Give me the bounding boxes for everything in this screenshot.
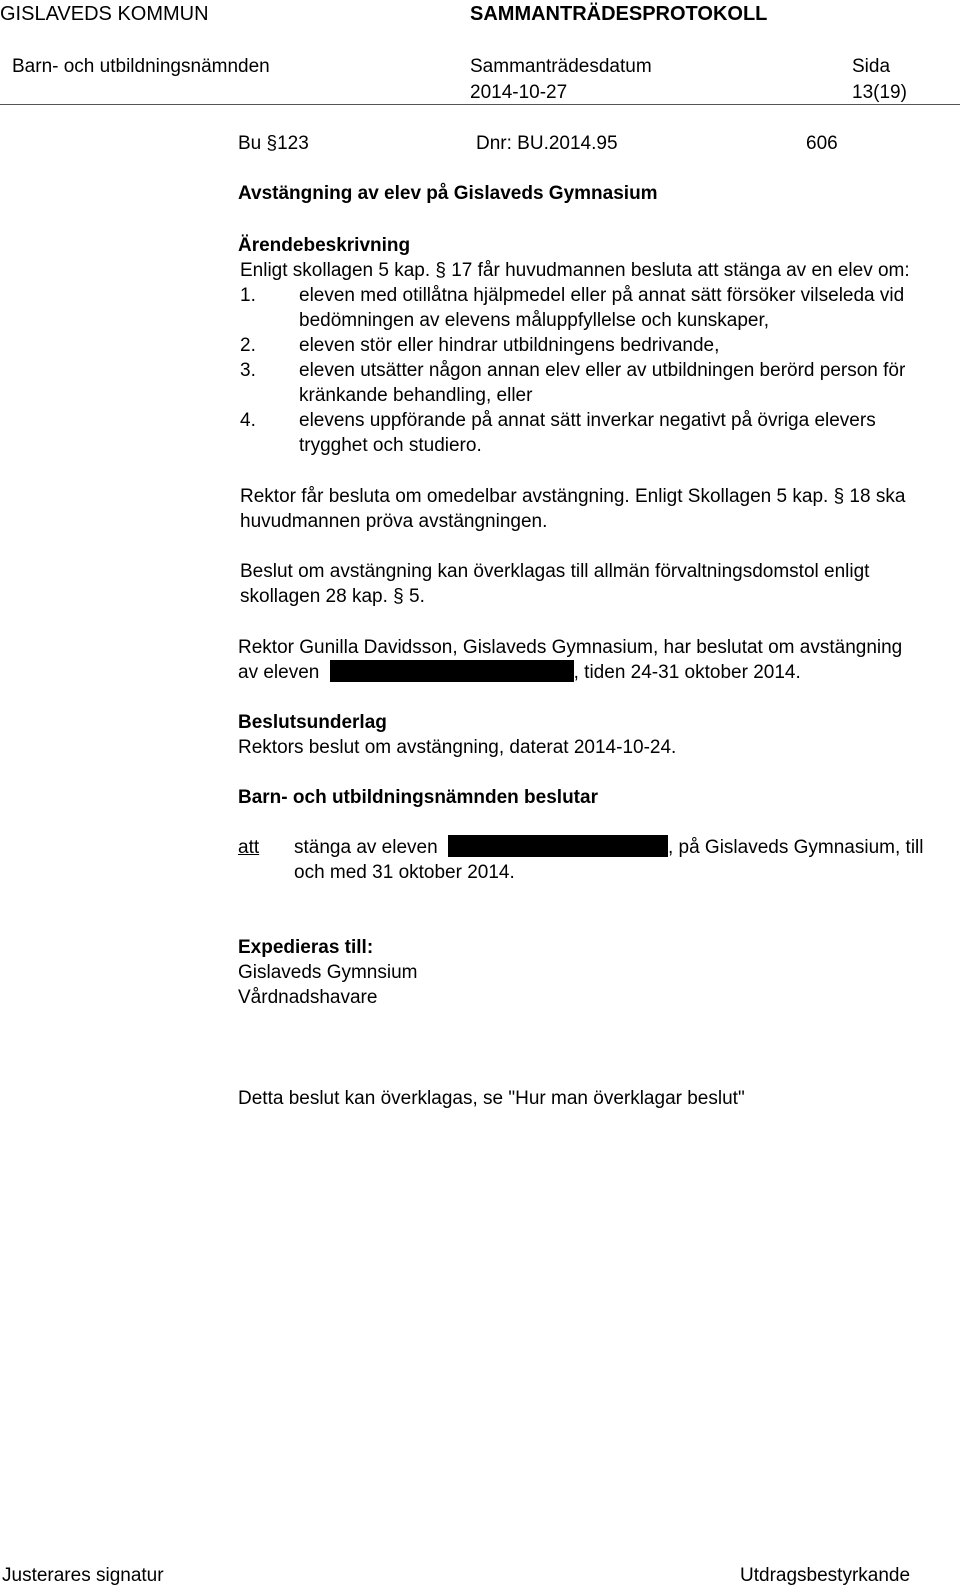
list-text: trygghet och studiero.: [299, 435, 482, 456]
decision-heading: Barn- och utbildningsnämnden beslutar: [238, 787, 598, 808]
paragraph-principal-decision: Rektor Gunilla Davidsson, Gislaveds Gymnasium, har beslutat om avstängning: [238, 637, 903, 658]
redacted-name: [448, 835, 668, 857]
decision-text: [294, 835, 923, 860]
committee-name: Barn- och utbildningsnämnden: [12, 56, 270, 77]
header-divider: [0, 104, 960, 105]
paragraph-principal-decision-cont: [238, 660, 801, 685]
paragraph-immediate-suspension-cont: huvudmannen pröva avstängningen.: [240, 511, 548, 532]
page-label: Sida: [852, 56, 891, 77]
basis-text: Rektors beslut om avstängning, daterat 2014-10-24.: [238, 737, 677, 758]
list-number: 4.: [240, 410, 256, 431]
list-text: kränkande behandling, eller: [299, 385, 533, 406]
text-segment: , tiden 24-31 oktober 2014.: [573, 662, 801, 683]
paragraph-appeal-court-cont: skollagen 28 kap. § 5.: [240, 586, 425, 607]
text-segment: av eleven: [238, 662, 320, 683]
footer-signature-label: Justerares signatur: [2, 1565, 164, 1586]
case-number: Bu §123: [238, 133, 309, 154]
text-segment: stänga av eleven: [294, 837, 438, 858]
text-segment: , på Gislaveds Gymnasium, till: [667, 837, 924, 858]
decision-att-label: att: [238, 837, 260, 858]
dispatch-heading: Expedieras till:: [238, 937, 374, 958]
list-text: eleven med otillåtna hjälpmedel eller på annat sätt försöker vilseleda vid: [299, 285, 905, 306]
case-dnr: Dnr: BU.2014.95: [476, 133, 618, 154]
page-number: 13(19): [852, 82, 907, 103]
decision-text-cont: och med 31 oktober 2014.: [294, 862, 515, 883]
redacted-name: [330, 660, 574, 682]
meeting-date: 2014-10-27: [470, 82, 568, 103]
list-text: eleven stör eller hindrar utbildningens bedrivande,: [299, 335, 720, 356]
document-type: SAMMANTRÄDESPROTOKOLL: [470, 3, 768, 25]
paragraph-appeal-court: Beslut om avstängning kan överklagas till allmän förvaltningsdomstol enligt: [240, 561, 870, 582]
basis-heading: Beslutsunderlag: [238, 712, 387, 733]
list-number: 3.: [240, 360, 256, 381]
meeting-date-label: Sammanträdesdatum: [470, 56, 652, 77]
list-text: elevens uppförande på annat sätt inverkar negativt på övriga elevers: [299, 410, 876, 431]
case-title: Avstängning av elev på Gislaveds Gymnasium: [238, 183, 658, 204]
list-text: eleven utsätter någon annan elev eller av utbildningen berörd person för: [299, 360, 906, 381]
recipient: Gislaveds Gymnsium: [238, 962, 418, 983]
description-intro: Enligt skollagen 5 kap. § 17 får huvudmannen besluta att stänga av en elev om:: [240, 260, 910, 281]
footer-certification-label: Utdragsbestyrkande: [740, 1565, 911, 1586]
list-text: bedömningen av elevens måluppfyllelse och kunskaper,: [299, 310, 770, 331]
paragraph-immediate-suspension: Rektor får besluta om omedelbar avstängning. Enligt Skollagen 5 kap. § 18 ska: [240, 486, 906, 507]
description-heading: Ärendebeskrivning: [238, 235, 411, 256]
case-code: 606: [806, 133, 838, 154]
appeal-note: Detta beslut kan överklagas, se "Hur man överklagar beslut": [238, 1088, 745, 1109]
municipality-name: GISLAVEDS KOMMUN: [0, 3, 209, 25]
list-number: 2.: [240, 335, 256, 356]
list-number: 1.: [240, 285, 256, 306]
recipient: Vårdnadshavare: [238, 987, 378, 1008]
